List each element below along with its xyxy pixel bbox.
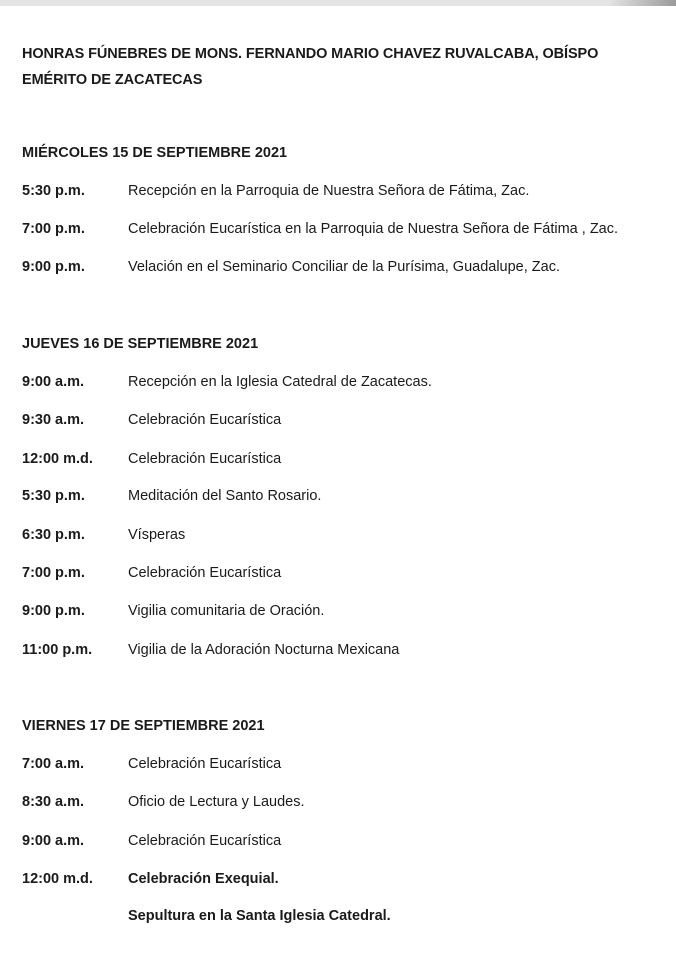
event-description: Meditación del Santo Rosario. bbox=[128, 488, 322, 504]
event-time: 9:00 a.m. bbox=[22, 374, 85, 390]
event-time: 8:30 a.m. bbox=[22, 794, 85, 810]
event-time: 12:00 m.d. bbox=[22, 871, 93, 887]
event-time: 6:30 p.m. bbox=[22, 527, 85, 543]
event-description: Vigilia comunitaria de Oración. bbox=[128, 603, 325, 619]
event-description: Celebración Exequial. bbox=[128, 871, 279, 887]
event-time: 9:30 a.m. bbox=[22, 412, 85, 428]
event-time: 9:00 p.m. bbox=[22, 259, 85, 275]
event-time: 5:30 p.m. bbox=[22, 183, 85, 199]
event-description: Celebración Eucarística bbox=[128, 451, 282, 467]
event-description: Celebración Eucarística bbox=[128, 833, 282, 849]
event-description: Velación en el Seminario Conciliar de la Purísima, Guadalupe, Zac. bbox=[128, 259, 561, 275]
event-time: 9:00 a.m. bbox=[22, 833, 85, 849]
day-heading-wednesday: MIÉRCOLES 15 DE SEPTIEMBRE 2021 bbox=[22, 145, 288, 161]
event-time: 5:30 p.m. bbox=[22, 488, 85, 504]
event-time: 7:00 p.m. bbox=[22, 565, 85, 581]
event-description: Vísperas bbox=[128, 527, 186, 543]
event-description: Recepción en la Iglesia Catedral de Zacatecas. bbox=[128, 374, 432, 390]
event-time: 12:00 m.d. bbox=[22, 451, 93, 467]
event-description: Celebración Eucarística en la Parroquia de Nuestra Señora de Fátima , Zac. bbox=[128, 221, 619, 237]
day-heading-thursday: JUEVES 16 DE SEPTIEMBRE 2021 bbox=[22, 336, 259, 352]
event-time: 11:00 p.m. bbox=[22, 642, 93, 658]
event-time: 7:00 p.m. bbox=[22, 221, 85, 237]
event-description: Celebración Eucarística bbox=[128, 565, 282, 581]
event-description: Oficio de Lectura y Laudes. bbox=[128, 794, 305, 810]
event-description: Vigilia de la Adoración Nocturna Mexicana bbox=[128, 642, 400, 658]
event-time: 7:00 a.m. bbox=[22, 756, 85, 772]
day-heading-friday: VIERNES 17 DE SEPTIEMBRE 2021 bbox=[22, 718, 265, 734]
event-description: Celebración Eucarística bbox=[128, 412, 282, 428]
event-description: Celebración Eucarística bbox=[128, 756, 282, 772]
event-time: 9:00 p.m. bbox=[22, 603, 85, 619]
event-description: Sepultura en la Santa Iglesia Catedral. bbox=[128, 908, 391, 924]
event-description: Recepción en la Parroquia de Nuestra Señora de Fátima, Zac. bbox=[128, 183, 530, 199]
document-title: HONRAS FÚNEBRES DE MONS. FERNANDO MARIO CHAVEZ RUVALCABA, OBÍSPO EMÉRITO DE ZACATECAS bbox=[22, 46, 599, 88]
top-bar bbox=[0, 0, 676, 6]
